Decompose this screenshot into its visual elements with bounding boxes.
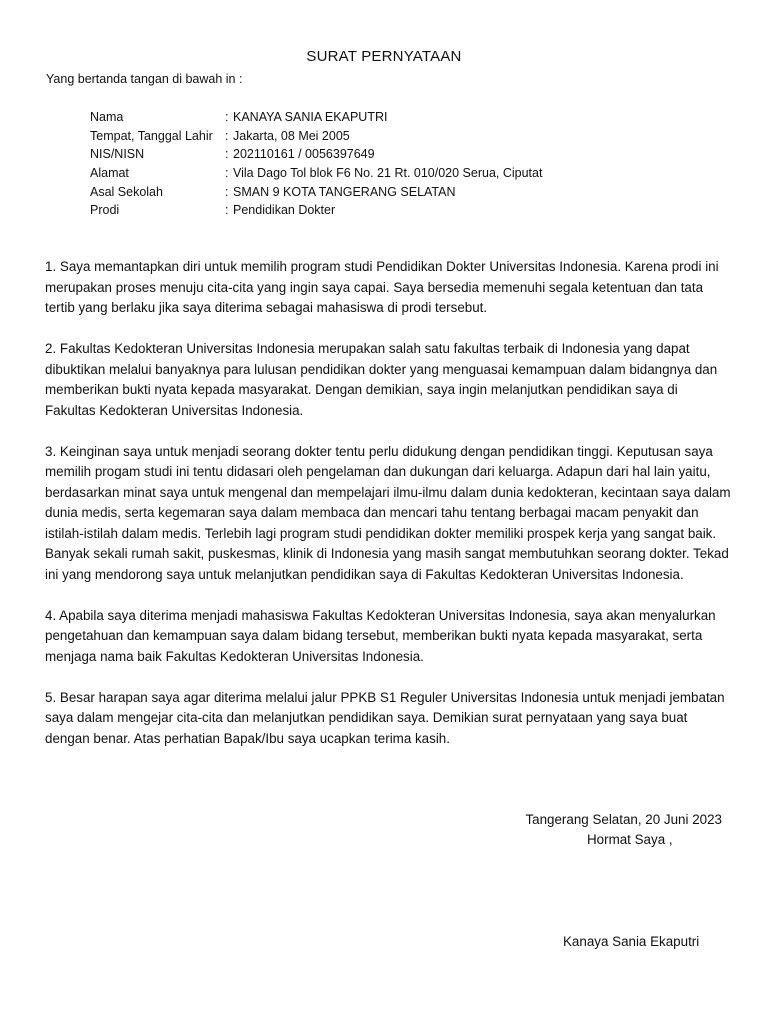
field-separator: : [225, 166, 229, 181]
field-label: Alamat [90, 166, 129, 181]
field-row-prodi [90, 201, 542, 220]
intro-line: Yang bertanda tangan di bawah in : [46, 72, 243, 86]
field-separator: : [225, 184, 229, 199]
field-row-nama [90, 108, 542, 127]
field-row-alamat [90, 164, 542, 183]
field-separator: : [225, 110, 229, 124]
field-value: KANAYA SANIA EKAPUTRI [233, 110, 388, 124]
signature-place-date: Tangerang Selatan, 20 Juni 2023 [525, 812, 722, 827]
statement-body [45, 257, 731, 770]
field-label: Asal Sekolah [90, 184, 163, 199]
field-row-nis [90, 145, 542, 164]
field-row-ttl [90, 127, 542, 146]
field-value: Vila Dago Tol blok F6 No. 21 Rt. 010/020 Serua, Ciputat [233, 166, 543, 181]
field-row-sekolah [90, 183, 542, 202]
field-value: 202110161 / 0056397649 [233, 147, 375, 162]
statement-paragraph-4: 4. Apabila saya diterima menjadi mahasiswa Fakultas Kedokteran Universitas Indonesia, saya akan menyalurkan pengetahuan dan kemampuan saya dalam bidang tersebut, memberikan bukti nyata kepada masyarakat, serta menjaga nama baik Fakultas Kedokteran Universitas Indonesia. [45, 607, 716, 664]
field-label: NIS/NISN [90, 147, 145, 162]
signature-name: Kanaya Sania Ekaputri [563, 934, 700, 949]
field-separator: : [225, 203, 229, 218]
field-label: Tempat, Tanggal Lahir [90, 128, 213, 143]
field-label: Nama [90, 110, 124, 124]
field-value: Pendidikan Dokter [233, 203, 336, 218]
identity-fields [90, 108, 542, 220]
field-value: SMAN 9 KOTA TANGERANG SELATAN [233, 184, 456, 199]
field-separator: : [225, 147, 229, 162]
signature-closing: Hormat Saya , [587, 832, 673, 847]
document-title: SURAT PERNYATAAN [306, 48, 462, 65]
field-label: Prodi [90, 203, 120, 218]
statement-paragraph-1: 1. Saya memantapkan diri untuk memilih program studi Pendidikan Dokter Universitas Indonesia. Karena prodi ini merupakan proses menuju cita-cita yang ingin saya capai. Saya bersedia memenuhi segala ketentuan dan tata tertib yang berlaku jika saya diterima sebagai mahasiswa di prodi tersebut. [45, 259, 719, 315]
field-value: Jakarta, 08 Mei 2005 [233, 128, 350, 143]
statement-paragraph-5: 5. Besar harapan saya agar diterima melalui jalur PPKB S1 Reguler Universitas Indonesia untuk menjadi jembatan saya dalam mengejar cita-cita dan melanjutkan pendidikan saya. Demikian surat pernyataan yang saya buat dengan benar. Atas perhatian Bapak/Ibu saya ucapkan terima kasih. [45, 689, 725, 746]
statement-paragraph-3: 3. Keinginan saya untuk menjadi seorang dokter tentu perlu didukung dengan pendidikan tinggi. Keputusan saya memilih progam studi ini tentu didasari oleh pengelaman dan dukungan dari keluarga. Adapun dari hal lain yaitu, berdasarkan minat saya untuk mengenal dan mempelajari ilmu-ilmu dalam dunia kedokteran, kecintaan saya dalam dunia medis, serta kegemaran saya dalam membaca dan mencari tahu tentang berbagai macam penyakit dan istilah-istilah dalam medis. Terlebih lagi program studi pendidikan dokter memiliki prospek kerja yang sangat baik. Banyak sekali rumah sakit, puskesmas, klinik di Indonesia yang masih sangat membutuhkan seorang dokter. Tekad ini yang mendorong saya untuk melanjutkan pendidikan saya di Fakultas Kedokteran Universitas Indonesia. [45, 443, 731, 582]
field-separator: : [225, 128, 229, 143]
statement-paragraph-2: 2. Fakultas Kedokteran Universitas Indonesia merupakan salah satu fakultas terbaik di Indonesia yang dapat dibuktikan melalui banyaknya para lulusan pendidikan dokter yang menguasai kemampuan dalam bidangnya dan memberikan bukti nyata kepada masyarakat. Dengan demikian, saya ingin melanjutkan pendidikan saya di Fakultas Kedokteran Universitas Indonesia. [45, 341, 718, 418]
